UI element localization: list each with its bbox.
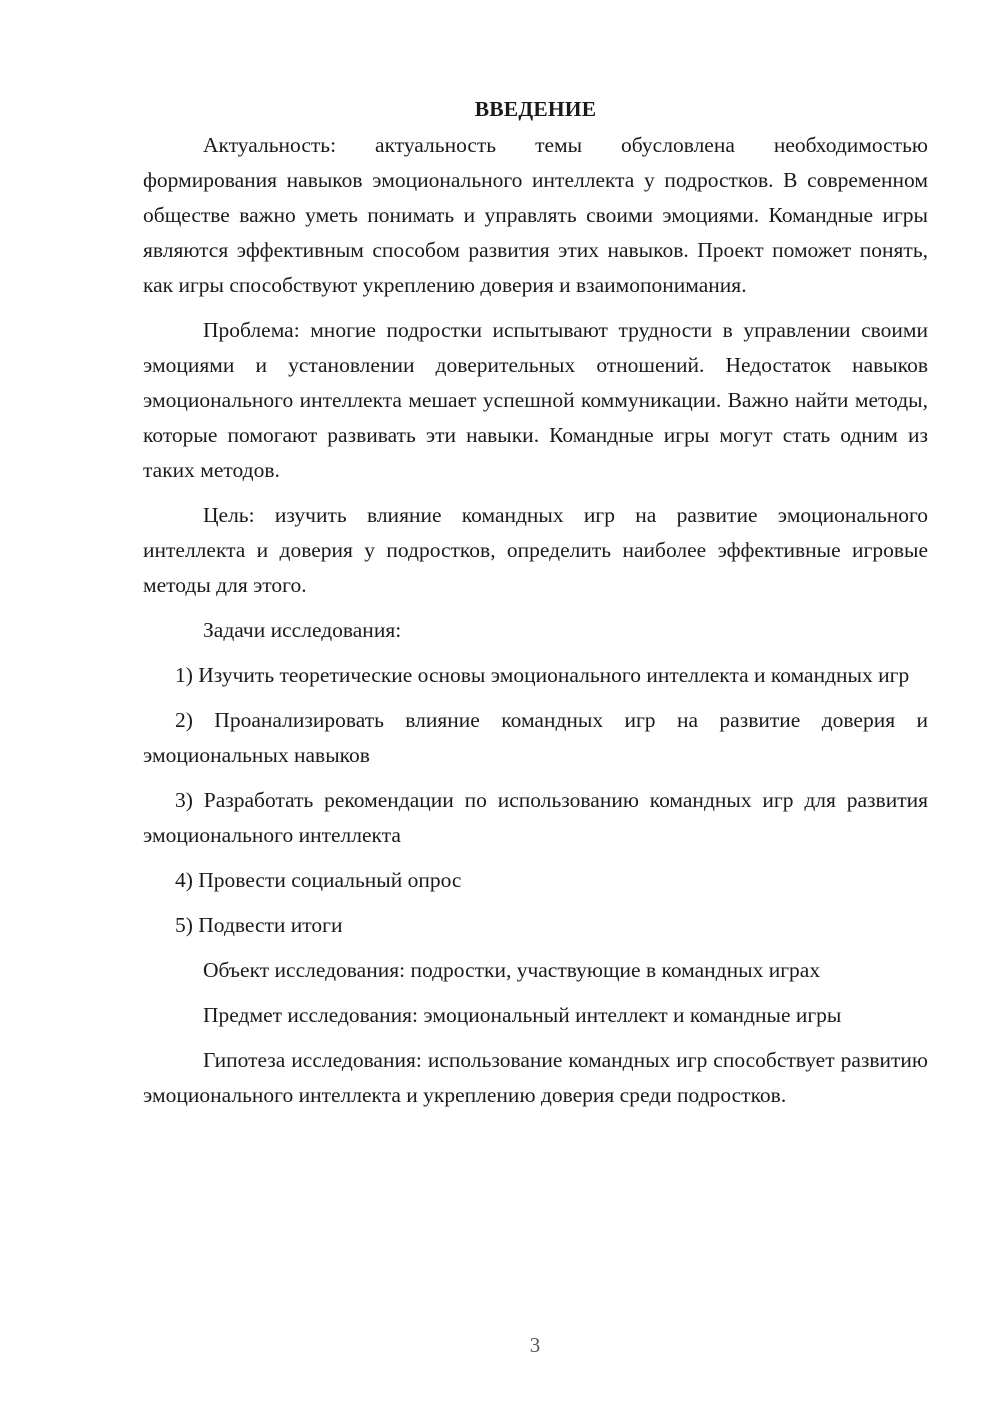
page-number: 3 — [529, 1333, 541, 1357]
tasks-title: Задачи исследования: — [203, 618, 402, 642]
task-item: 4) Провести социальный опрос — [175, 868, 462, 892]
goal-paragraph: Цель: изучить влияние командных игр на развитие эмоционального интеллекта и доверия у подростков, определить наиболее эффективные игровые методы для этого. — [143, 503, 928, 597]
page-title: ВВЕДЕНИЕ — [474, 97, 597, 121]
task-item: 5) Подвести итоги — [175, 913, 343, 937]
task-item: 3) Разработать рекомендации по использованию командных игр для развития эмоционального интеллекта — [143, 788, 928, 847]
task-item: 1) Изучить теоретические основы эмоционального интеллекта и командных игр — [175, 663, 910, 687]
relevance-paragraph: Актуальность: актуальность темы обусловлена необходимостью формирования навыков эмоционального интеллекта у подростков. В современном обществе важно уметь понимать и управлять своими эмоциями. Командные игры являются эффективным способом развития этих навыков. Проект поможет понять, как игры способствуют укреплению доверия и взаимопонимания. — [143, 133, 928, 297]
subject-paragraph: Предмет исследования: эмоциональный интеллект и командные игры — [203, 1003, 842, 1027]
object-paragraph: Объект исследования: подростки, участвующие в командных играх — [203, 958, 821, 982]
tasks-list — [143, 658, 928, 943]
document-page — [143, 92, 928, 1123]
problem-paragraph: Проблема: многие подростки испытывают трудности в управлении своими эмоциями и установлении доверительных отношений. Недостаток навыков эмоционального интеллекта мешает успешной коммуникации. Важно найти методы, которые помогают развивать эти навыки. Командные игры могут стать одним из таких методов. — [143, 318, 928, 482]
task-item: 2) Проанализировать влияние командных игр на развитие доверия и эмоциональных навыков — [143, 708, 928, 767]
hypothesis-paragraph: Гипотеза исследования: использование командных игр способствует развитию эмоционального интеллекта и укреплению доверия среди подростков. — [143, 1048, 928, 1107]
